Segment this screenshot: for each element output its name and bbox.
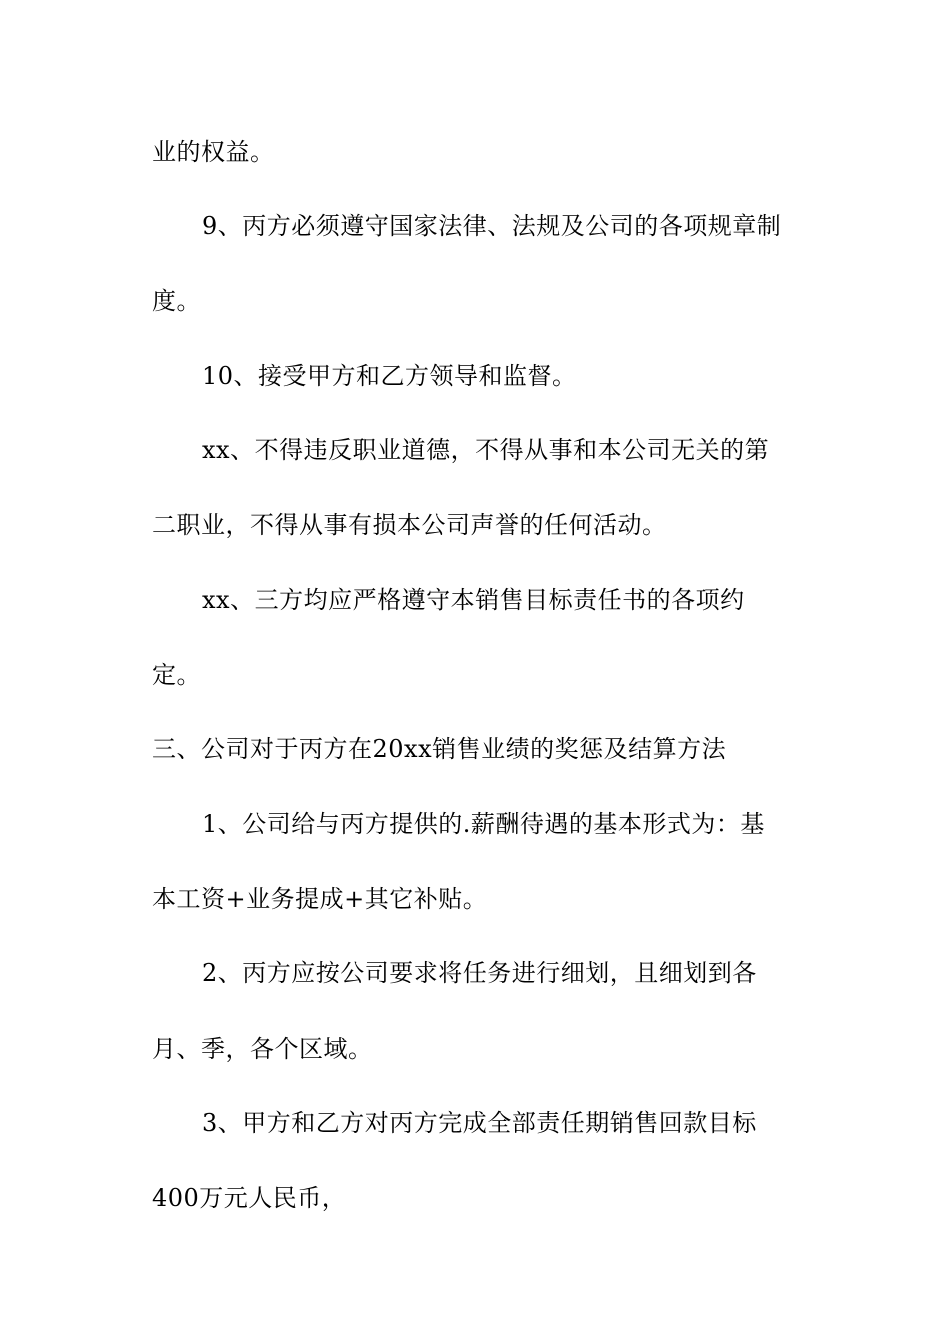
text-line-11: 本工资+业务提成+其它补贴。 [152,885,488,913]
text-line-10: 1、公司给与丙方提供的.薪酬待遇的基本形式为：基 [202,810,765,838]
text-line-15: 400万元人民币， [152,1184,347,1212]
text-line-8: 定。 [152,661,201,689]
text-line-6: 二职业，不得从事有损本公司声誉的任何活动。 [152,511,667,539]
text-line-5: xx、不得违反职业道德，不得从事和本公司无关的第 [202,436,770,464]
text-line-7: xx、三方均应严格遵守本销售目标责任书的各项约 [202,586,745,614]
text-line-14: 3、甲方和乙方对丙方完成全部责任期销售回款目标 [202,1109,757,1137]
text-line-2: 9、丙方必须遵守国家法律、法规及公司的各项规章制 [202,212,782,240]
text-line-12: 2、丙方应按公司要求将任务进行细划，且细划到各 [202,959,757,987]
section-heading: 三、公司对于丙方在20xx销售业绩的奖惩及结算方法 [152,735,727,763]
text-line-4: 10、接受甲方和乙方领导和监督。 [202,362,577,390]
text-line-13: 月、季，各个区域。 [152,1035,373,1063]
text-line-3: 度。 [152,287,201,315]
text-line-1: 业的权益。 [152,138,275,166]
